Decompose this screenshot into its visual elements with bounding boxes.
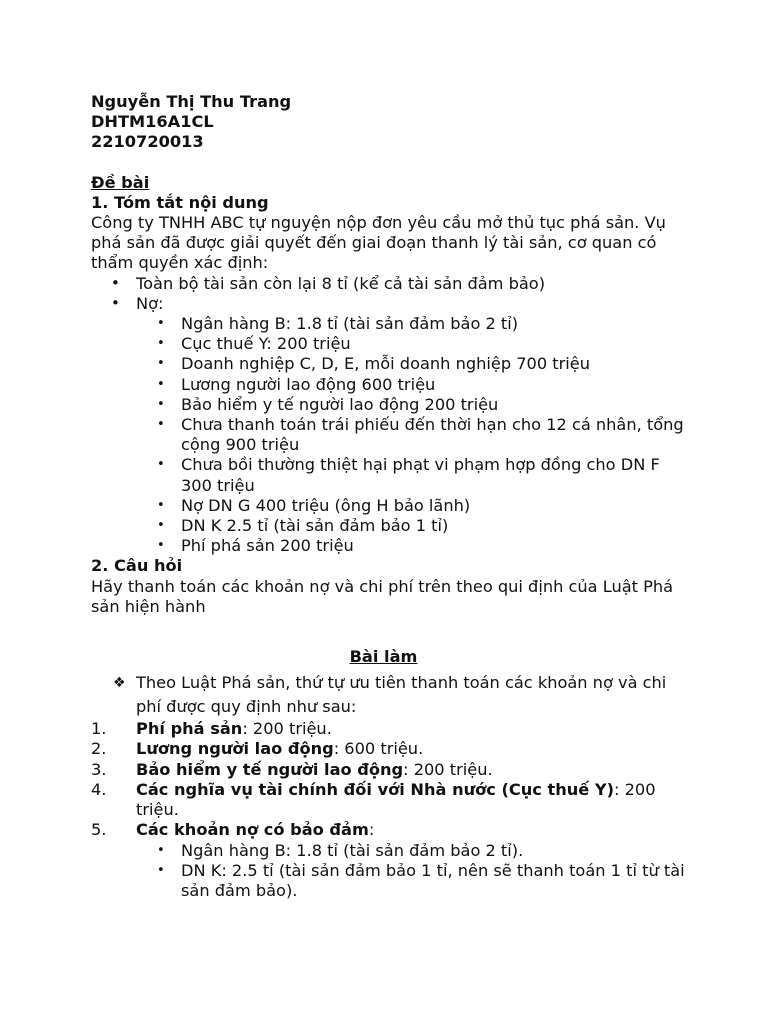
item-number: 5. — [91, 820, 107, 840]
item-rest: : 200 triệu. — [136, 779, 656, 820]
list-item — [91, 334, 691, 354]
list-item — [91, 294, 691, 314]
assets-text: Toàn bộ tài sản còn lại 8 tỉ (kể cả tài sản đảm bảo) — [136, 273, 546, 293]
debts-list — [91, 314, 691, 556]
item-bold: Các nghĩa vụ tài chính đối với Nhà nước (Cục thuế Y) — [136, 779, 615, 799]
item-number: 1. — [91, 719, 107, 739]
bullet-icon: • — [111, 273, 120, 292]
bullet-icon: • — [157, 538, 165, 554]
spacer — [91, 153, 691, 173]
list-item — [91, 496, 691, 516]
student-name: Nguyễn Thị Thu Trang — [91, 92, 292, 111]
bullet-icon: • — [157, 396, 165, 412]
debt-text: Cục thuế Y: 200 triệu — [181, 334, 351, 354]
debt-text: Chưa bồi thường thiệt hại phạt vi phạm hợp đồng cho DN F 300 triệu — [181, 455, 660, 495]
item-rest: : — [368, 820, 375, 840]
bullet-icon: • — [157, 356, 165, 372]
item-rest: : 200 triệu. — [403, 759, 493, 779]
debt-text: Chưa thanh toán trái phiếu đến thời hạn cho 12 cá nhân, tổng cộng 900 triệu — [181, 415, 684, 455]
item-number: 4. — [91, 779, 107, 799]
list-item — [91, 536, 691, 556]
list-item — [91, 354, 691, 374]
bullet-icon: • — [157, 862, 165, 878]
item-rest: : 600 triệu. — [333, 739, 424, 759]
debt-text: Phí phá sản 200 triệu — [181, 536, 354, 556]
list-item — [91, 375, 691, 395]
solution-heading: Bài làm — [349, 647, 418, 667]
list-item — [91, 841, 691, 861]
facts-list — [91, 274, 691, 314]
bullet-icon: • — [157, 376, 165, 392]
bullet-icon: • — [157, 518, 165, 534]
solution-intro-text: Theo Luật Phá sản, thứ tự ưu tiên thanh toán các khoản nợ và chi phí được quy định như sau: — [136, 673, 667, 717]
item-bold: Bảo hiểm y tế người lao động — [136, 759, 404, 779]
secured-debts-list — [91, 841, 691, 902]
list-item — [91, 861, 691, 901]
student-class: DHTM16A1CL — [91, 112, 214, 132]
debt-text: Bảo hiểm y tế người lao động 200 triệu — [181, 394, 499, 414]
section1-title: 1. Tóm tắt nội dung — [91, 192, 269, 212]
list-item — [91, 415, 691, 455]
item-number: 3. — [91, 759, 107, 779]
item-bold: Lương người lao động — [136, 739, 334, 759]
debt-text: Ngân hàng B: 1.8 tỉ (tài sản đảm bảo 2 tỉ) — [181, 314, 519, 334]
diamond-bullet-icon: ❖ — [113, 675, 126, 692]
list-item — [91, 274, 691, 294]
solution-body — [91, 671, 691, 901]
section1-text: Công ty TNHH ABC tự nguyện nộp đơn yêu cầu mở thủ tục phá sản. Vụ phá sản đã được giải quyết đến giai đoạn thanh lý tài sản, cơ quan có thẩm quyền xác định: — [91, 213, 666, 273]
bullet-icon: • — [157, 417, 165, 433]
secured-text: Ngân hàng B: 1.8 tỉ (tài sản đảm bảo 2 tỉ). — [181, 840, 524, 860]
list-item — [91, 739, 691, 759]
list-item — [91, 455, 691, 495]
list-item — [91, 516, 691, 536]
bullet-icon: • — [157, 336, 165, 352]
item-rest: : 200 triệu. — [242, 719, 332, 739]
bullet-icon: • — [157, 457, 165, 473]
student-id: 2210720013 — [91, 132, 204, 152]
list-item — [91, 780, 691, 820]
problem-heading: Đề bài — [91, 172, 150, 192]
list-item — [91, 314, 691, 334]
list-item — [91, 760, 691, 780]
spacer — [91, 617, 691, 637]
secured-text: DN K: 2.5 tỉ (tài sản đảm bảo 1 tỉ, nên sẽ thanh toán 1 tỉ từ tài sản đảm bảo). — [181, 860, 685, 900]
bullet-icon: • — [111, 293, 120, 312]
list-item — [91, 719, 691, 739]
debts-label: Nợ: — [136, 293, 164, 313]
bullet-icon: • — [157, 842, 165, 858]
debt-text: Doanh nghiệp C, D, E, mỗi doanh nghiệp 700 triệu — [181, 354, 591, 374]
solution-intro — [91, 671, 691, 719]
bullet-icon: • — [157, 497, 165, 513]
bullet-icon: • — [157, 316, 165, 332]
document-page — [91, 92, 691, 901]
item-bold: Các khoản nợ có bảo đảm — [136, 820, 369, 840]
spacer — [91, 637, 691, 647]
list-item — [91, 395, 691, 415]
debt-text: DN K 2.5 tỉ (tài sản đảm bảo 1 tỉ) — [181, 516, 449, 536]
list-item — [91, 820, 691, 840]
debt-text: Lương người lao động 600 triệu — [181, 374, 436, 394]
debt-text: Nợ DN G 400 triệu (ông H bảo lãnh) — [181, 495, 471, 515]
item-number: 2. — [91, 739, 107, 759]
section2-text: Hãy thanh toán các khoản nợ và chi phí trên theo qui định của Luật Phá sản hiện hành — [91, 576, 674, 616]
section2-title: 2. Câu hỏi — [91, 556, 183, 576]
item-bold: Phí phá sản — [136, 719, 243, 739]
